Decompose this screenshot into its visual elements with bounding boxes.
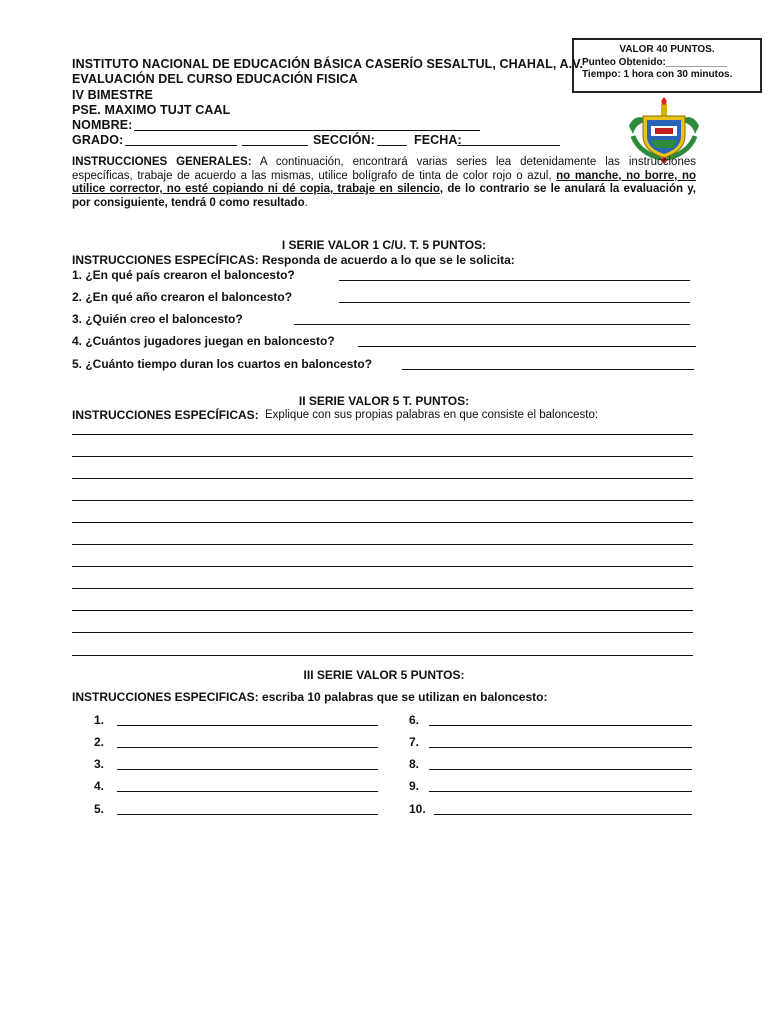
- word-number-9: 9.: [409, 779, 420, 793]
- serie2-instructions-label: INSTRUCCIONES ESPECÍFICAS:: [72, 408, 259, 422]
- essay-line[interactable]: [72, 588, 693, 589]
- answer-3-line[interactable]: [294, 324, 690, 325]
- grade-field-2[interactable]: [242, 145, 308, 146]
- question-1: 1. ¿En qué país crearon el baloncesto?: [72, 268, 295, 282]
- word-line-7[interactable]: [429, 747, 692, 748]
- essay-line[interactable]: [72, 632, 693, 633]
- word-line-6[interactable]: [429, 725, 692, 726]
- essay-line[interactable]: [72, 610, 693, 611]
- question-3: 3. ¿Quién creo el baloncesto?: [72, 312, 243, 326]
- answer-5-line[interactable]: [402, 369, 694, 370]
- word-number-3: 3.: [94, 757, 105, 771]
- word-number-8: 8.: [409, 757, 420, 771]
- word-line-10[interactable]: [434, 814, 692, 815]
- date-field[interactable]: [457, 145, 560, 146]
- word-number-7: 7.: [409, 735, 420, 749]
- evaluation-title: EVALUACIÓN DEL CURSO EDUCACIÓN FISICA: [72, 72, 358, 86]
- question-2: 2. ¿En qué año crearon el baloncesto?: [72, 290, 293, 304]
- serie2-instructions-text: Explique con sus propias palabras en que consiste el baloncesto:: [265, 409, 599, 421]
- word-line-2[interactable]: [117, 747, 378, 748]
- general-instructions-text: A continuación, encontrará varias series lea detenidamente las instrucciones específicas, trabaje de acuerdo a las mismas, utilice bolígrafo de tinta de color rojo o azul,: [72, 156, 696, 182]
- essay-line[interactable]: [72, 566, 693, 567]
- teacher-name: PSE. MAXIMO TUJT CAAL: [72, 103, 231, 117]
- word-line-9[interactable]: [429, 791, 692, 792]
- essay-line[interactable]: [72, 655, 693, 656]
- institute-name: INSTITUTO NACIONAL DE EDUCACIÓN BÁSICA CASERÍO SESALTUL, CHAHAL, A.V.: [72, 57, 584, 71]
- word-line-3[interactable]: [117, 769, 378, 770]
- total-value: VALOR 40 PUNTOS.: [619, 44, 715, 55]
- answer-4-line[interactable]: [358, 346, 696, 347]
- word-number-4: 4.: [94, 779, 105, 793]
- word-line-4[interactable]: [117, 791, 378, 792]
- essay-line[interactable]: [72, 456, 693, 457]
- essay-line[interactable]: [72, 478, 693, 479]
- serie1-title: I SERIE VALOR 1 C/U. T. 5 PUNTOS:: [281, 238, 487, 252]
- word-number-5: 5.: [94, 802, 105, 816]
- name-label: NOMBRE:: [72, 118, 133, 132]
- section-label: SECCIÓN:: [313, 133, 375, 147]
- answer-1-line[interactable]: [339, 280, 690, 281]
- essay-line[interactable]: [72, 522, 693, 523]
- name-field[interactable]: [134, 130, 480, 131]
- answer-2-line[interactable]: [339, 302, 690, 303]
- grade-field[interactable]: [125, 145, 237, 146]
- essay-line[interactable]: [72, 544, 693, 545]
- essay-line[interactable]: [72, 434, 693, 435]
- bimester: IV BIMESTRE: [72, 88, 153, 102]
- time-limit: Tiempo: 1 hora con 30 minutos.: [582, 69, 733, 80]
- serie1-instructions: INSTRUCCIONES ESPECÍFICAS: Responda de acuerdo a lo que se le solicita:: [72, 253, 515, 267]
- general-instructions-text-2: , de lo contrario se le anulará la evaluación y, por consiguiente, tendrá 0 como resultado: [72, 183, 696, 209]
- date-label: FECHA:: [414, 133, 462, 147]
- section-field[interactable]: [377, 145, 407, 146]
- question-5: 5. ¿Cuánto tiempo duran los cuartos en baloncesto?: [72, 357, 373, 371]
- score-obtained: Punteo Obtenido:___________: [582, 57, 728, 68]
- word-number-2: 2.: [94, 735, 105, 749]
- general-instructions-end: .: [304, 196, 308, 209]
- word-line-5[interactable]: [117, 814, 378, 815]
- serie3-instructions: INSTRUCCIONES ESPECIFICAS: escriba 10 palabras que se utilizan en baloncesto:: [72, 690, 548, 704]
- serie2-title: II SERIE VALOR 5 T. PUNTOS:: [298, 394, 470, 408]
- general-instructions: [72, 156, 696, 210]
- serie3-title: III SERIE VALOR 5 PUNTOS:: [303, 668, 465, 682]
- general-instructions-emphasis: no manche, no borre, no utilice corrector, no esté copiando ni dé copia, trabaje en silencio: [72, 169, 696, 195]
- essay-line[interactable]: [72, 500, 693, 501]
- word-number-1: 1.: [94, 713, 105, 727]
- score-box: [572, 38, 762, 93]
- word-line-1[interactable]: [117, 725, 378, 726]
- school-emblem: [625, 96, 703, 164]
- word-number-10: 10.: [409, 802, 426, 816]
- question-4: 4. ¿Cuántos jugadores juegan en baloncesto?: [72, 334, 335, 348]
- general-instructions-label: INSTRUCCIONES GENERALES:: [72, 156, 252, 168]
- word-number-6: 6.: [409, 713, 420, 727]
- grade-label: GRADO:: [72, 133, 124, 147]
- word-line-8[interactable]: [429, 769, 692, 770]
